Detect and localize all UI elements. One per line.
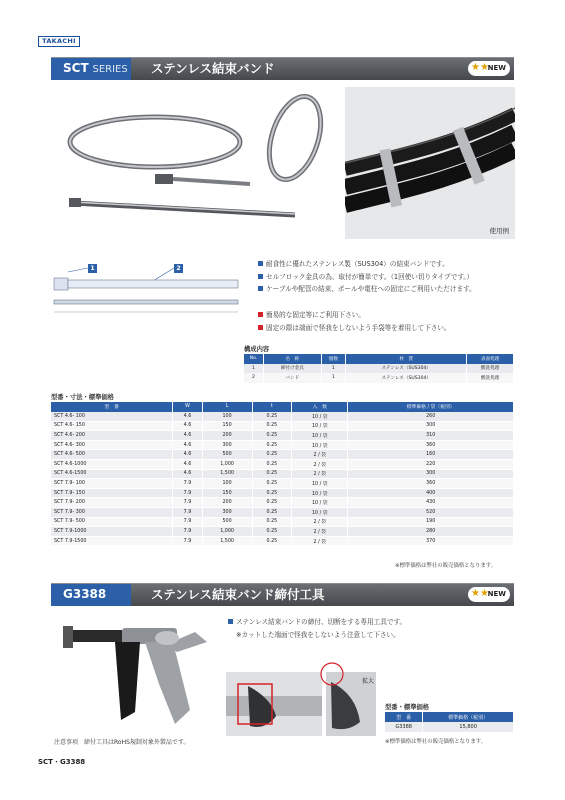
new-badge-text: NEW — [487, 590, 506, 598]
table-cell: 0.25 — [252, 431, 292, 441]
table-cell: 10 / 袋 — [292, 431, 348, 441]
table-cell: 260 — [348, 412, 514, 422]
table-cell: 0.25 — [252, 536, 292, 546]
table-cell: 300 — [348, 421, 514, 431]
sct-caution-list — [258, 309, 451, 334]
table-cell: SCT 4.6- 100 — [51, 412, 173, 422]
feature-item: セルフロック金具の為、取付が簡単です。（1回使い切りタイプです。） — [258, 271, 476, 284]
table-cell: SCT 7.9- 100 — [51, 479, 173, 489]
part-1-marker: 1 — [88, 264, 97, 273]
table-cell: SCT 7.9- 500 — [51, 517, 173, 527]
feature-item: 耐食性に優れたステンレス製（SUS304）の結束バンドです。 — [258, 258, 476, 271]
table-cell: 10 / 袋 — [292, 479, 348, 489]
table-cell: 0.25 — [252, 479, 292, 489]
table-cell: 10 / 袋 — [292, 508, 348, 518]
table-cell: SCT 7.9-1500 — [51, 536, 173, 546]
table-cell: SCT 7.9- 200 — [51, 498, 173, 508]
table-row — [51, 460, 514, 470]
part-2-marker: 2 — [174, 264, 183, 273]
composition-table: No. 名 称 個数 材 質 表面処理 1 締付け金具 1 ステンレス（SUS304） 酸洗処理 2 バンド 1 ステンレス（SUS304） 酸洗処理 — [244, 354, 514, 383]
column-header: t — [252, 402, 292, 412]
usage-caption: 使用例 — [489, 227, 509, 235]
table-row — [51, 479, 514, 489]
cut-end-detail-photo — [226, 672, 322, 736]
column-header: L — [202, 402, 252, 412]
table-cell: 10 / 袋 — [292, 440, 348, 450]
tensioning-tool-photo — [55, 612, 220, 732]
table-cell: SCT 7.9- 150 — [51, 488, 173, 498]
band-product-photo — [55, 90, 340, 230]
column-header: 入 数 — [292, 402, 348, 412]
table-cell: 2 / 袋 — [292, 460, 348, 470]
table-cell: 300 — [202, 440, 252, 450]
table-cell: 4.6 — [173, 460, 202, 470]
table-cell: 7.9 — [173, 488, 202, 498]
table-cell: 500 — [202, 450, 252, 460]
table-cell: 0.25 — [252, 412, 292, 422]
series-suffix: SERIES — [92, 64, 128, 75]
g3388-price-note: ※標準価格は弊社の販売価格となります。 — [385, 739, 487, 745]
g3388-price-heading: 型番・標準価格 — [385, 704, 430, 711]
table-cell: 500 — [202, 517, 252, 527]
g3388-title: ステンレス結束バンド締付工具 — [151, 587, 325, 602]
table-cell: 360 — [348, 440, 514, 450]
stars-icon: ★★ — [471, 588, 489, 599]
table-cell: 0.25 — [252, 527, 292, 537]
footer-page-label: SCT・G3388 — [38, 758, 86, 766]
models-table — [51, 402, 514, 546]
usage-example-photo — [345, 87, 515, 239]
new-badge — [468, 61, 510, 76]
table-row — [51, 488, 514, 498]
column-header: W — [173, 402, 202, 412]
feature-item: ケーブルや配管の結束、ポールや電柱への固定にご利用いただけます。 — [258, 283, 476, 296]
table-cell: 1,000 — [202, 460, 252, 470]
zoom-circle-icon — [318, 660, 348, 690]
table-cell: 10 / 袋 — [292, 498, 348, 508]
table-cell: 2 / 袋 — [292, 450, 348, 460]
table-cell: 0.25 — [252, 517, 292, 527]
table-cell: 100 — [202, 479, 252, 489]
table-cell: 520 — [348, 508, 514, 518]
table-cell: 4.6 — [173, 421, 202, 431]
table-cell: 0.25 — [252, 440, 292, 450]
table-cell: 1,500 — [202, 536, 252, 546]
table-row — [51, 431, 514, 441]
table-cell: 360 — [348, 479, 514, 489]
zoom-label: 拡大 — [362, 678, 375, 685]
table-cell: 2 / 袋 — [292, 469, 348, 479]
series-code: SCT — [63, 61, 89, 75]
table-cell: 7.9 — [173, 479, 202, 489]
table-cell: 0.25 — [252, 488, 292, 498]
sct-header-bar — [51, 57, 514, 80]
table-cell: 2 / 袋 — [292, 536, 348, 546]
table-row — [51, 498, 514, 508]
table-cell: 4.6 — [173, 450, 202, 460]
table-row — [51, 469, 514, 479]
column-header: 型 番 — [51, 402, 173, 412]
table-cell: 7.9 — [173, 517, 202, 527]
caution-item: 固定の際は端面で怪我をしないよう手袋等を着用して下さい。 — [258, 322, 451, 335]
table-cell: SCT 4.6-1500 — [51, 469, 173, 479]
table-cell: SCT 4.6- 150 — [51, 421, 173, 431]
new-badge — [468, 587, 510, 602]
table-cell: 370 — [348, 536, 514, 546]
table-cell: 10 / 袋 — [292, 488, 348, 498]
table-cell: 4.6 — [173, 440, 202, 450]
table-cell: 10 / 袋 — [292, 412, 348, 422]
table-cell: 310 — [348, 431, 514, 441]
table-cell: 160 — [348, 450, 514, 460]
composition-heading: 構成内容 — [244, 346, 270, 353]
models-heading: 型番・寸法・標準価格 — [51, 394, 114, 401]
table-cell: 2 / 袋 — [292, 517, 348, 527]
table-cell: 0.25 — [252, 450, 292, 460]
table-cell: 430 — [348, 498, 514, 508]
table-cell: 400 — [348, 488, 514, 498]
table-row — [51, 536, 514, 546]
table-cell: 100 — [202, 412, 252, 422]
table-row — [51, 421, 514, 431]
table-row — [51, 508, 514, 518]
table-cell: 200 — [202, 498, 252, 508]
table-cell: SCT 4.6- 300 — [51, 440, 173, 450]
table-cell: 200 — [202, 431, 252, 441]
table-cell: 0.25 — [252, 498, 292, 508]
table-row: 1 締付け金具 1 ステンレス（SUS304） 酸洗処理 — [244, 364, 514, 374]
table-cell: 220 — [348, 460, 514, 470]
table-cell: 300 — [348, 469, 514, 479]
table-cell: SCT 7.9-1000 — [51, 527, 173, 537]
table-cell: 280 — [348, 527, 514, 537]
table-row — [51, 412, 514, 422]
table-cell: 0.25 — [252, 469, 292, 479]
table-cell: 7.9 — [173, 527, 202, 537]
table-cell: 1,000 — [202, 527, 252, 537]
table-cell: 7.9 — [173, 536, 202, 546]
table-cell: 4.6 — [173, 431, 202, 441]
table-cell: 4.6 — [173, 469, 202, 479]
table-row — [51, 450, 514, 460]
rohs-notice: 注意事項 締付工具はRoHS規制対象外製品です。 — [54, 739, 190, 746]
band-dimension-diagram — [48, 262, 243, 322]
g3388-code-tag: G3388 — [51, 584, 131, 606]
caution-item: 簡易的な固定等にご利用下さい。 — [258, 309, 451, 322]
table-cell: SCT 4.6-1000 — [51, 460, 173, 470]
table-cell: 300 — [202, 508, 252, 518]
column-header: 標準価格 / 袋（税別） — [348, 402, 514, 412]
table-cell: SCT 7.9- 300 — [51, 508, 173, 518]
brand-logo: TAKACHI — [38, 36, 80, 47]
table-cell: 7.9 — [173, 508, 202, 518]
sct-feature-list — [258, 258, 476, 296]
table-cell: 4.6 — [173, 412, 202, 422]
sct-title: ステンレス結束バンド — [151, 61, 275, 76]
table-cell: 7.9 — [173, 498, 202, 508]
table-row — [51, 440, 514, 450]
table-cell: 0.25 — [252, 508, 292, 518]
g3388-price-table: 型 番 標準価格（税別） G3388 15,800 — [385, 712, 514, 732]
stars-icon: ★★ — [471, 62, 489, 73]
g3388-header-bar — [51, 583, 514, 606]
table-cell: 150 — [202, 421, 252, 431]
table-cell: 0.25 — [252, 421, 292, 431]
table-cell: 190 — [348, 517, 514, 527]
g3388-feature-text: ステンレス結束バンドの締付、切断をする専用工具です。 — [236, 618, 407, 626]
new-badge-text: NEW — [487, 64, 506, 72]
table-cell: 1,500 — [202, 469, 252, 479]
g3388-feature — [228, 616, 406, 641]
table-cell: SCT 4.6- 200 — [51, 431, 173, 441]
table-row — [51, 517, 514, 527]
table-row: G3388 15,800 — [385, 722, 514, 732]
table-cell: 0.25 — [252, 460, 292, 470]
table-cell: SCT 4.6- 500 — [51, 450, 173, 460]
table-cell: 150 — [202, 488, 252, 498]
table-row: 2 バンド 1 ステンレス（SUS304） 酸洗処理 — [244, 373, 514, 383]
table-row — [51, 527, 514, 537]
g3388-feature-note: ※カットした端面で怪我をしないよう注意して下さい。 — [236, 630, 400, 639]
table-cell: 2 / 袋 — [292, 527, 348, 537]
sct-series-tag — [51, 58, 131, 80]
models-price-note: ※標準価格は弊社の販売価格となります。 — [395, 563, 497, 569]
table-cell: 10 / 袋 — [292, 421, 348, 431]
